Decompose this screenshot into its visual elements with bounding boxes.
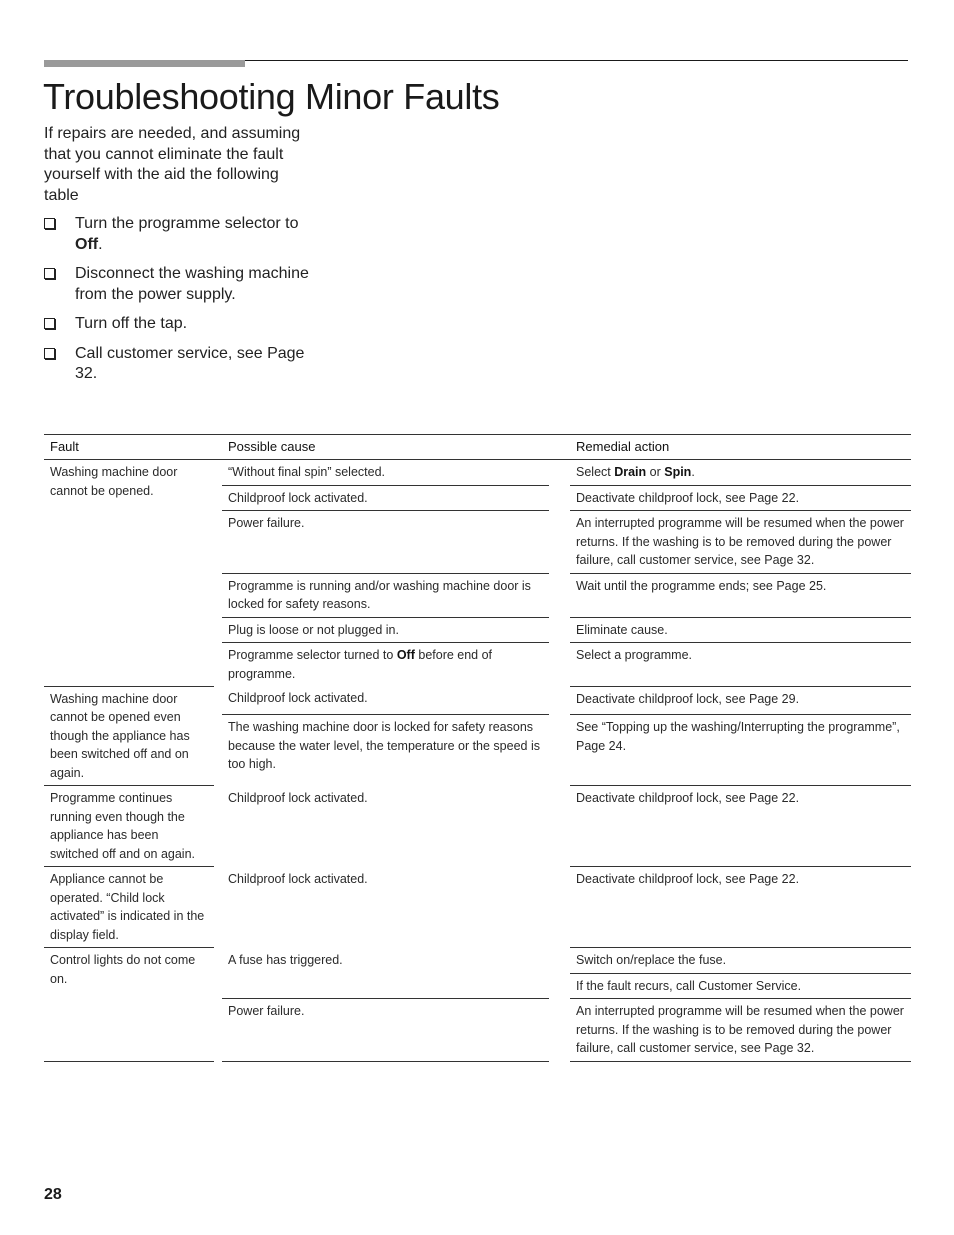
cause-cell [222,460,549,486]
action-cell [570,973,911,999]
list-item [44,344,314,385]
text: Deactivate childproof lock, see Page 29. [576,691,800,706]
text: “Without final spin” selected. [228,465,386,479]
text: Deactivate childproof lock, see Page 22. [576,872,800,886]
action-cell [570,867,911,948]
action-cell [570,460,911,486]
cause-cell [222,786,549,867]
fault-cell: Programme continues running even though the appliance has been switched off and on again. [44,786,214,867]
action-cell [570,643,911,687]
text: Power failure. [228,1004,305,1018]
action-cell [570,511,911,574]
step-text: Turn off the tap. [75,315,188,332]
cause-cell [222,643,549,687]
table-row [44,686,911,715]
text: Programme is running and/or washing machine door is locked for safety reasons. [228,578,531,611]
table-row [44,460,911,486]
text: Programme selector turned to [228,648,397,662]
action-cell [570,686,911,715]
fault-cell: Appliance cannot be operated. “Child lock activated” is indicated in the display field. [44,867,214,948]
table-row [44,948,911,974]
action-cell [570,485,911,511]
action-cell [570,786,911,867]
cause-cell [222,617,549,643]
column-header-fault: Fault [44,435,214,460]
cause-cell [222,999,549,1062]
action-cell [570,573,911,617]
step-text: Call customer service, see Page 32. [75,344,305,382]
action-cell [570,715,911,786]
bold-text: Drain [614,465,647,479]
steps-list [44,214,314,394]
checkbox-icon [44,218,55,229]
cause-cell [222,511,549,574]
text: or [646,465,665,479]
list-item [44,314,314,335]
text: An interrupted programme will be resumed when the power returns. If the washing is to be removed during the power failure, call customer service, see Page 32. [576,516,904,567]
cause-cell [222,686,549,715]
fault-cell: Washing machine door cannot be opened. [44,460,214,687]
header-accent-bar [44,60,245,67]
column-header-cause: Possible cause [222,435,549,460]
step-text-end: . [98,235,103,253]
text: Power failure. [228,516,305,530]
cause-cell [222,715,549,786]
step-text: Disconnect the washing machine from the power supply. [75,265,309,303]
text: Switch on/replace the fuse. [576,953,727,967]
text: before end of programme. [228,648,493,681]
column-header-action: Remedial action [570,435,911,460]
cause-cell [222,485,549,511]
text: The washing machine door is locked for safety reasons because the water level, the temperature or the speed is too high. [228,720,540,772]
checkbox-icon [44,318,55,329]
checkbox-icon [44,268,55,279]
step-text: Turn the programme selector to [75,215,299,232]
text: Childproof lock activated. [228,490,368,505]
text: If the fault recurs, call Customer Service. [576,978,802,993]
list-item [44,264,314,305]
cause-cell [222,573,549,617]
fault-cell: Control lights do not come on. [44,948,214,1062]
table-body [44,460,911,1062]
intro-paragraph: If repairs are needed, and assuming that you cannot eliminate the fault yourself with the aid the following table [44,125,301,204]
table-row [44,786,911,867]
list-item [44,214,314,255]
bold-text: Off [396,648,415,662]
text: Childproof lock activated. [228,691,368,705]
step-bold-text: Off [75,235,99,253]
page-title: Troubleshooting Minor Faults [43,76,500,117]
text: Deactivate childproof lock, see Page 22. [576,490,800,505]
action-cell [570,617,911,643]
text: Wait until the programme ends; see Page 25. [576,578,827,593]
table-row [44,867,911,948]
text: See “Topping up the washing/Interrupting the programme”, Page 24. [576,720,900,753]
text: An interrupted programme will be resumed when the power returns. If the washing is to be removed during the power failure, call customer service, see Page 32. [576,1004,904,1055]
text: Childproof lock activated. [228,790,368,805]
text: . [691,465,695,479]
text: Eliminate cause. [576,622,668,637]
text: Deactivate childproof lock, see Page 22. [576,791,800,805]
text: Childproof lock activated. [228,871,368,886]
action-cell [570,948,911,974]
text: A fuse has triggered. [228,952,343,967]
fault-cell: Washing machine door cannot be opened even though the appliance has been switched off and on again. [44,686,214,786]
text: Select a programme. [576,648,693,662]
page-number: 28 [44,1186,62,1203]
action-cell [570,999,911,1062]
text: Plug is loose or not plugged in. [228,622,399,637]
cause-cell [222,948,549,999]
checkbox-icon [44,348,55,359]
troubleshooting-table [44,434,911,1062]
cause-cell [222,867,549,948]
table-header-row [44,435,911,460]
text: Select [576,465,615,479]
bold-text: Spin [664,465,692,479]
